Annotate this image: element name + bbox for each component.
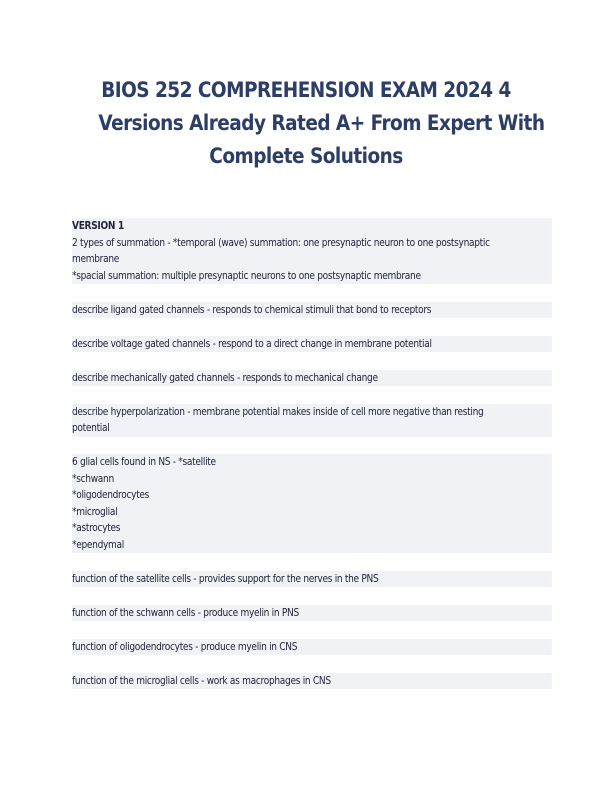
document-title (98, 74, 545, 173)
qa-item (72, 605, 552, 622)
version-label: VERSION 1 (72, 218, 552, 235)
block-spacer (72, 553, 552, 571)
block-spacer (72, 318, 552, 336)
block-spacer (72, 621, 552, 639)
qa-item (72, 302, 552, 319)
qa-text-line: function of the satellite cells - provides support for the nerves in the PNS (72, 571, 552, 588)
block-spacer (72, 655, 552, 673)
qa-text-line: *schwann (72, 471, 552, 488)
block-spacer (72, 386, 552, 404)
qa-item (72, 404, 552, 437)
qa-text-line: 2 types of summation - *temporal (wave) summation: one presynaptic neuron to one postsynaptic (72, 235, 552, 252)
qa-text-line: describe hyperpolarization - membrane potential makes inside of cell more negative than resting (72, 404, 552, 421)
qa-item (72, 370, 552, 387)
qa-text-line: *spacial summation: multiple presynaptic neurons to one postsynaptic membrane (72, 268, 552, 285)
qa-text-line: *astrocytes (72, 520, 552, 537)
qa-item (72, 639, 552, 656)
qa-text-line: function of oligodendrocytes - produce myelin in CNS (72, 639, 552, 656)
qa-text-line: *microglial (72, 504, 552, 521)
title-line-2: Versions Already Rated A+ From Expert With (98, 111, 545, 135)
qa-text-line: membrane (72, 251, 552, 268)
qa-text-line: *oligodendrocytes (72, 487, 552, 504)
qa-item (72, 673, 552, 690)
qa-text-line: 6 glial cells found in NS - *satellite (72, 454, 552, 471)
title-line-3: Complete Solutions (209, 144, 403, 168)
qa-text-line: *ependymal (72, 537, 552, 554)
qa-list (72, 235, 552, 690)
title-line-1: BIOS 252 COMPREHENSION EXAM 2024 4 (101, 78, 511, 102)
block-spacer (72, 587, 552, 605)
qa-text-line: describe voltage gated channels - respond to a direct change in membrane potential (72, 336, 552, 353)
document-body (72, 218, 552, 689)
qa-text-line: function of the schwann cells - produce myelin in PNS (72, 605, 552, 622)
qa-item (72, 235, 552, 285)
qa-item (72, 336, 552, 353)
block-spacer (72, 284, 552, 302)
qa-item (72, 454, 552, 553)
block-spacer (72, 352, 552, 370)
qa-text-line: describe mechanically gated channels - responds to mechanical change (72, 370, 552, 387)
qa-text-line: potential (72, 420, 552, 437)
qa-text-line: function of the microglial cells - work as macrophages in CNS (72, 673, 552, 690)
qa-item (72, 571, 552, 588)
qa-text-line: describe ligand gated channels - responds to chemical stimuli that bond to receptors (72, 302, 552, 319)
block-spacer (72, 437, 552, 455)
